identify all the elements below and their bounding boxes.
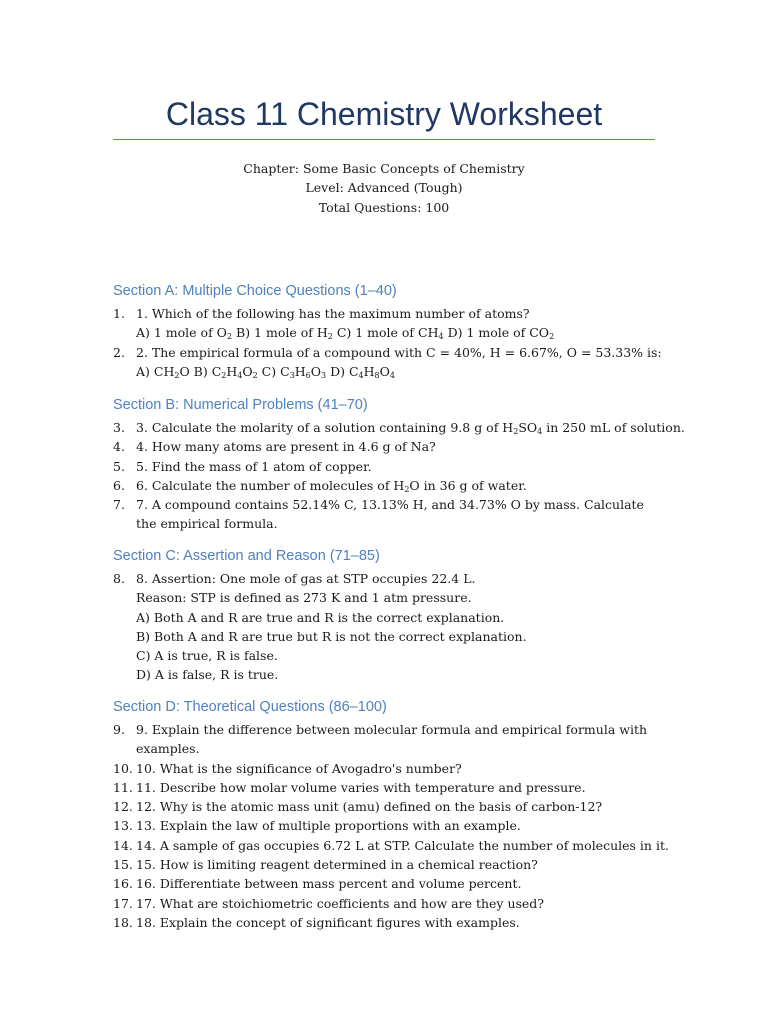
list-item: [113, 797, 658, 816]
question-options: A) $CH_2O$ B) $C_2H_4O_2$ C) $C_3H_6O_3$ D) $C_4H_8O_4$: [136, 363, 395, 380]
section-d-questions: [113, 720, 669, 932]
question-text: 7. A compound contains 52.14% C, 13.13% H, and 34.73% O by mass. Calculate the empirical formula.: [136, 497, 644, 532]
question-text: 1. Which of the following has the maximum number of atoms?: [136, 306, 530, 321]
question-text: 11. Describe how molar volume varies with temperature and pressure.: [136, 779, 586, 795]
question-number: 2.: [113, 344, 125, 360]
question-number: 5.: [113, 458, 125, 474]
title-divider: [113, 139, 655, 140]
question-text: 12. Why is the atomic mass unit (amu) defined on the basis of carbon-12?: [136, 799, 603, 815]
list-item: [113, 720, 658, 759]
question-3: [113, 418, 685, 437]
question-number: 10.: [113, 760, 133, 776]
option-c: C) A is true, R is false.: [136, 648, 278, 664]
question-text: 10. What is the significance of Avogadro's number?: [136, 760, 462, 776]
question-number: 6.: [113, 477, 125, 493]
list-item: [113, 816, 658, 835]
reason-text: Reason: STP is defined as 273 K and 1 atm pressure.: [136, 590, 472, 606]
question-options: A) 1 mole of $O_2$ B) 1 mole of $H_2$ C) 1 mole of $CH_4$ D) 1 mole of $CO_2$: [136, 325, 555, 342]
question-text: 15. How is limiting reagent determined in a chemical reaction?: [136, 857, 538, 873]
section-c-heading: Section C: Assertion and Reason (71–85): [113, 548, 380, 564]
question-4: [113, 437, 658, 456]
question-number: 8.: [113, 571, 125, 586]
question-number: 7.: [113, 497, 125, 513]
question-text: 4. How many atoms are present in 4.6 g of Na?: [136, 439, 436, 455]
option-d: D) A is false, R is true.: [136, 667, 279, 683]
meta-level: Level: Advanced (Tough): [305, 180, 463, 196]
question-1: [113, 304, 658, 343]
list-item: [113, 836, 669, 855]
question-text: 14. A sample of gas occupies 6.72 L at STP. Calculate the number of molecules in it.: [136, 837, 669, 853]
question-number: 12.: [113, 799, 133, 815]
list-item: [113, 778, 658, 797]
question-text: 16. Differentiate between mass percent and volume percent.: [136, 876, 522, 892]
question-text: 9. Explain the difference between molecular formula and empirical formula with examples.: [136, 722, 648, 757]
question-number: 16.: [113, 876, 133, 892]
question-number: 18.: [113, 914, 133, 930]
section-c-questions: [113, 569, 658, 685]
question-8: [113, 569, 658, 685]
question-number: 17.: [113, 895, 133, 911]
question-text: 3. Calculate the molarity of a solution containing 9.8 g of $H_2SO_4$ in 250 mL of solution.: [136, 420, 685, 436]
question-number: 4.: [113, 439, 125, 455]
question-number: 15.: [113, 857, 133, 873]
question-text: 6. Calculate the number of molecules of $H_2O$ in 36 g of water.: [136, 477, 527, 494]
list-item: [113, 759, 658, 778]
question-6: [113, 476, 658, 495]
list-item: [113, 894, 658, 913]
section-b-questions: [113, 418, 685, 534]
option-b: B) Both A and R are true but R is not the correct explanation.: [136, 628, 527, 644]
question-number: 13.: [113, 818, 133, 834]
question-5: [113, 457, 658, 476]
list-item: [113, 913, 658, 932]
question-number: 1.: [113, 306, 125, 321]
list-item: [113, 855, 658, 874]
question-text: 2. The empirical formula of a compound with C = 40%, H = 6.67%, O = 53.33% is:: [136, 344, 662, 360]
list-item: [113, 874, 658, 893]
question-2: [113, 343, 662, 382]
question-number: 11.: [113, 779, 133, 795]
question-number: 9.: [113, 722, 125, 737]
section-b-heading: Section B: Numerical Problems (41–70): [113, 397, 368, 413]
section-a-heading: Section A: Multiple Choice Questions (1–40): [113, 283, 397, 299]
meta-total-questions: Total Questions: 100: [318, 199, 450, 215]
worksheet-meta: [0, 159, 768, 217]
question-text: 13. Explain the law of multiple proportions with an example.: [136, 818, 521, 834]
question-7: [113, 495, 658, 534]
meta-chapter: Chapter: Some Basic Concepts of Chemistry: [243, 161, 525, 176]
assertion-text: 8. Assertion: One mole of gas at STP occupies 22.4 L.: [136, 571, 476, 586]
question-number: 14.: [113, 837, 133, 853]
question-text: 18. Explain the concept of significant figures with examples.: [136, 914, 520, 930]
section-d-heading: Section D: Theoretical Questions (86–100): [113, 699, 387, 715]
page-title: Class 11 Chemistry Worksheet: [165, 96, 603, 132]
question-text: 5. Find the mass of 1 atom of copper.: [136, 458, 372, 474]
question-text: 17. What are stoichiometric coefficients and how are they used?: [136, 895, 545, 911]
section-a-questions: [113, 304, 662, 381]
question-number: 3.: [113, 420, 125, 435]
option-a: A) Both A and R are true and R is the correct explanation.: [136, 609, 505, 625]
